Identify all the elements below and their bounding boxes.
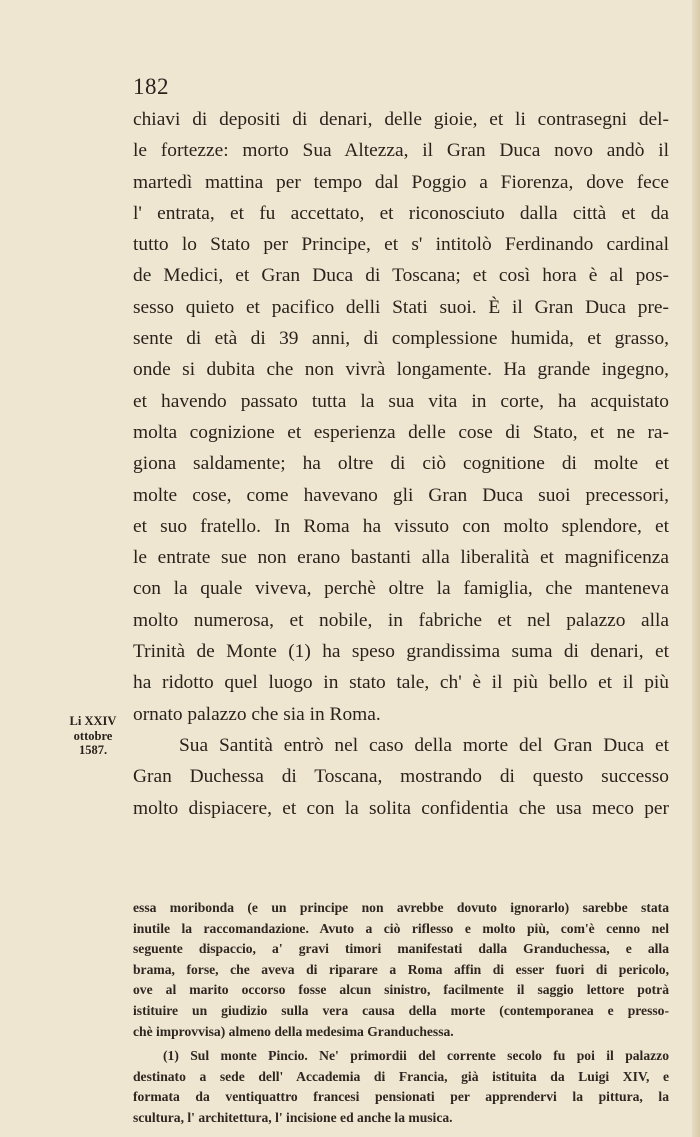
footnotes xyxy=(133,898,669,1129)
text-line: Gran Duchessa di Toscana, mostrando di questo successo xyxy=(133,766,669,788)
text-line: tutto lo Stato per Principe, et s' intitolò Ferdinando cardinal xyxy=(133,234,669,256)
footnote-line: istituire un giudizio sulla vera causa della morte (contemporanea e presso- xyxy=(133,1002,669,1018)
footnote-line: (1) Sul monte Pincio. Ne' primordii del corrente secolo fu poi il palazzo xyxy=(163,1048,669,1064)
margin-note-line: Li XXIV xyxy=(69,714,117,728)
text-line: molte cose, come havevano gli Gran Duca suoi precessori, xyxy=(133,484,669,506)
footnote-line: seguente dispaccio, a' gravi timori manifestati dalla Granduchessa, e alla xyxy=(133,941,669,957)
text-line: sesso quieto et pacifico delli Stati suoi. È il Gran Duca pre- xyxy=(133,296,669,318)
margin-date-note xyxy=(58,714,128,758)
text-line: molto dispiacere, et con la solita confidentia che usa meco per xyxy=(133,797,669,819)
text-line: giona saldamente; ha oltre di ciò cognitione di molte et xyxy=(133,453,669,475)
footnote-line: formata da ventiquattro francesi pensionati per apprendervi la pittura, la xyxy=(133,1089,669,1105)
footnote-line: brama, forse, che aveva di riparare a Roma affin di esser fuori di pericolo, xyxy=(133,961,669,977)
text-line: l' entrata, et fu accettato, et riconosciuto dalla città et da xyxy=(133,202,669,224)
margin-note-line: 1587. xyxy=(78,743,108,757)
text-line: le entrate sue non erano bastanti alla liberalità et magnificenza xyxy=(133,547,669,569)
text-line: molto numerosa, et nobile, in fabriche et nel palazzo alla xyxy=(133,609,669,631)
footnote-line: essa moribonda (e un principe non avrebbe dovuto ignorarlo) sarebbe stata xyxy=(133,900,669,915)
page-number: 182 xyxy=(133,74,169,99)
main-text xyxy=(133,104,669,824)
text-line: onde si dubita che non vivrà longamente. Ha grande ingegno, xyxy=(133,359,669,381)
text-line: martedì mattina per tempo dal Poggio a Fiorenza, dove fece xyxy=(133,171,669,193)
footnote-line: inutile la raccomandazione. Avuto a ciò riflesso e molto più, com'è cenno nel xyxy=(133,920,669,936)
text-line: de Medici, et Gran Duca di Toscana; et così hora è al pos- xyxy=(133,265,669,287)
text-line: Trinità de Monte (1) ha speso grandissima suma di denari, et xyxy=(133,641,669,663)
footnote-line: destinato a sede dell' Accademia di Francia, già istituita da Luigi XIV, e xyxy=(133,1068,669,1084)
text-line: et suo fratello. In Roma ha vissuto con molto splendore, et xyxy=(133,515,669,537)
text-line: chiavi di depositi di denari, delle gioie, et li contrasegni del- xyxy=(133,109,669,130)
text-line: ha ridotto quel luogo in stato tale, ch' è il più bello et il più xyxy=(133,672,669,694)
text-line: le fortezze: morto Sua Altezza, il Gran Duca novo andò il xyxy=(133,140,669,162)
margin-note-line: ottobre xyxy=(73,728,113,743)
text-line: et havendo passato tutta la sua vita in corte, ha acquistato xyxy=(133,390,669,412)
text-line: con la quale viveva, perchè oltre la famiglia, che manteneva xyxy=(133,578,669,600)
footnote-line: chè improvvisa) almeno della medesima Granduchessa. xyxy=(133,1023,454,1039)
text-line: sente di età di 39 anni, di complessione humida, et grasso, xyxy=(133,328,669,350)
footnote-line: scultura, l' architettura, l' incisione ed anche la musica. xyxy=(133,1109,453,1125)
text-line: Sua Santità entrò nel caso della morte del Gran Duca et xyxy=(179,734,669,756)
text-line: molta cognizione et esperienza delle cose di Stato, et ne ra- xyxy=(133,421,669,443)
text-line: ornato palazzo che sia in Roma. xyxy=(133,703,381,725)
page-edge xyxy=(692,0,700,1137)
footnote-line: ove al marito occorso fosse alcun sinistro, facilmente il saggio lettore potrà xyxy=(133,982,669,998)
